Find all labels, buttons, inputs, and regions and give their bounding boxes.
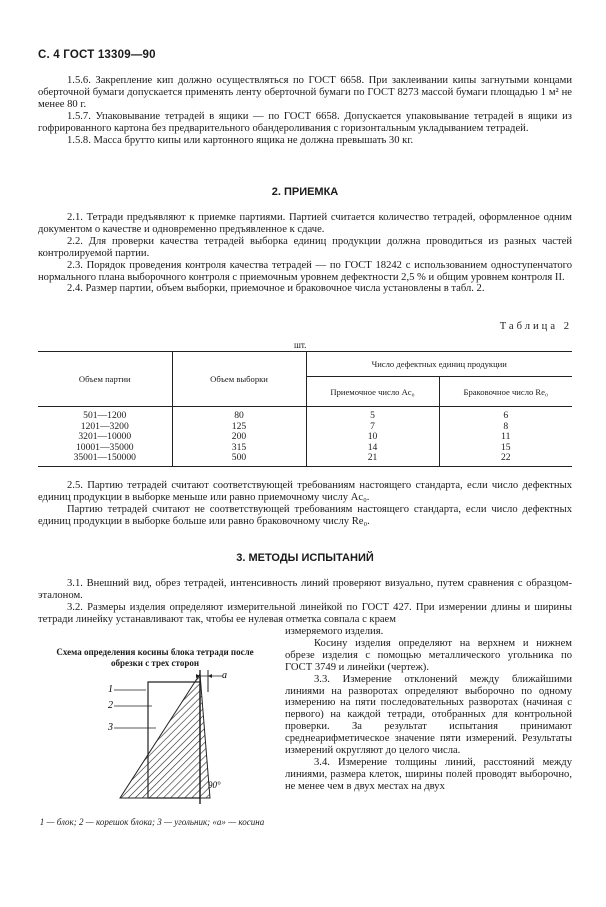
set-square-shape xyxy=(120,674,210,798)
cell-sample: 500 xyxy=(172,453,306,466)
paragraph-3-2-end: измеряемого изделия. xyxy=(285,626,384,637)
cell-accept: 5 xyxy=(306,407,439,422)
skew-diagram xyxy=(100,670,250,810)
cell-lot: 1201—3200 xyxy=(80,420,129,432)
section2-after-table xyxy=(38,480,572,528)
section3-body xyxy=(38,578,572,626)
section-2-title: 2. ПРИЕМКА xyxy=(271,186,339,198)
paragraph-2-1: 2.1. Тетради предъявляют к приемке партиями. Партией считается количество тетрадей, оформленное одним документом о качестве и одновременно предъявленное к сдаче. xyxy=(38,212,572,235)
label-1: 1 xyxy=(108,684,113,695)
header-accept-number: Приемочное число Ac₀ xyxy=(306,377,439,407)
cell-sample: 315 xyxy=(172,443,306,454)
cell-sample: 200 xyxy=(172,432,306,443)
paragraph-3-3: 3.3. Измерение отклонений между ближайшими линиями на разворотах определяют выборочно по одному измерению на пяти последовательных разворотах (начиная с первого) на каждой тетради, отобранных для контрольной проверки. За результат испытания принимают среднеарифметическое значение пяти измерений. Результаты измерений округляют до целого числа. xyxy=(285,673,572,757)
header-lot-size: Объем партии xyxy=(38,352,172,407)
cell-sample: 125 xyxy=(172,422,306,433)
cell-sample: 80 xyxy=(172,407,306,422)
cell-lot: 35001—150000 xyxy=(38,453,172,466)
cell-accept: 7 xyxy=(306,422,439,433)
header-defects: Число дефектных единиц продукции xyxy=(306,352,572,377)
cell-accept: 10 xyxy=(306,432,439,443)
label-a: a xyxy=(222,670,227,681)
figure-caption: 1 — блок; 2 — корешок блока; 3 — угольник; «a» — косина xyxy=(39,817,265,827)
cell-lot: 10001—35000 xyxy=(75,441,134,453)
table-caption: Таблица 2 xyxy=(499,321,572,332)
section3-right-column xyxy=(285,626,572,793)
paragraph-2-3: 2.3. Порядок проведения контроля качества тетрадей — по ГОСТ 18242 с использованием одноступенчатого нормального плана выборочного контроля с приемочным уровнем дефектности 2,5 % и общим уровнем контроля II. xyxy=(38,259,572,283)
cell-reject: 15 xyxy=(439,443,572,454)
cell-reject: 11 xyxy=(439,432,572,443)
cell-reject: 8 xyxy=(439,422,572,433)
paragraph-2-4: 2.4. Размер партии, объем выборки, приемочное и браковочное числа установлены в табл. 2. xyxy=(67,283,485,295)
paragraph-2-2: 2.2. Для проверки качества тетрадей выборка единиц продукции должна проводиться из разных частей контролируемой партии. xyxy=(38,235,572,259)
section-3-title: 3. МЕТОДЫ ИСПЫТАНИЙ xyxy=(236,552,374,564)
paragraph-1-5-6: 1.5.6. Закрепление кип должно осуществляться по ГОСТ 6658. При заклеивании кипы загнутыми концами оберточной бумаги допускается применять ленту оберточной бумаги по ГОСТ 8273 массой бумаги площадью 1 м² не менее 80 г. xyxy=(38,75,572,110)
header-reject-number: Браковочное число Re₀ xyxy=(439,377,572,407)
page-header: С. 4 ГОСТ 13309—90 xyxy=(38,49,156,61)
acceptance-table xyxy=(38,351,572,467)
table-unit: шт. xyxy=(294,340,307,350)
paragraph-skew: Косину изделия определяют на верхнем и нижнем обрезе изделия с помощью металлического угольника по ГОСТ 3749 и линейки (чертеж). xyxy=(285,637,572,673)
paragraph-1-5-7: 1.5.7. Упаковывание тетрадей в ящики — по ГОСТ 6658. Допускается упаковывание тетрадей в ящики из гофрированного картона без предварительного обандероливания с горизонтальным укладыванием тетрадей. xyxy=(38,110,572,134)
cell-accept: 14 xyxy=(306,443,439,454)
paragraph-2-5-cont: Партию тетрадей считают не соответствующей требованиям настоящего стандарта, если число дефектных единиц продукции в выборке больше или равно браковочному числу Re₀. xyxy=(38,503,572,527)
label-3: 3 xyxy=(108,722,113,733)
section1-continuation xyxy=(38,75,572,146)
section2-body xyxy=(38,212,572,295)
paragraph-2-5: 2.5. Партию тетрадей считают соответствующей требованиям настоящего стандарта, если число дефектных единиц продукции в выборке меньше или равно приемочному числу Ac₀. xyxy=(38,480,572,503)
table-row xyxy=(38,453,572,466)
label-2: 2 xyxy=(108,700,113,711)
paragraph-3-2: 3.2. Размеры изделия определяют измерительной линейкой по ГОСТ 427. При измерении длины и ширины тетради линейку устанавливают так, чтобы ее нулевая отметка совпала с краем xyxy=(38,601,572,625)
cell-lot: 3201—10000 xyxy=(78,431,132,443)
paragraph-1-5-8: 1.5.8. Масса брутто кипы или картонного ящика не должна превышать 30 кг. xyxy=(67,134,414,146)
cell-accept: 21 xyxy=(306,453,439,466)
figure-title: Схема определения косины блока тетради после обрезки с трех сторон xyxy=(56,647,254,668)
cell-lot: 501—1200 xyxy=(83,410,127,421)
cell-reject: 6 xyxy=(439,407,572,422)
paragraph-3-4: 3.4. Измерение толщины линий, расстояний между линиями, размера клеток, ширины полей проводят выборочно, не менее чем в двух местах на двух xyxy=(285,756,572,792)
cell-reject: 22 xyxy=(439,453,572,466)
paragraph-3-1: 3.1. Внешний вид, обрез тетрадей, интенсивность линий проверяют визуально, путем сравнения с образцом-эталоном. xyxy=(38,578,572,601)
header-sample-size: Объем выборки xyxy=(172,352,306,407)
table-row xyxy=(38,407,572,422)
label-angle: 90° xyxy=(208,780,221,790)
